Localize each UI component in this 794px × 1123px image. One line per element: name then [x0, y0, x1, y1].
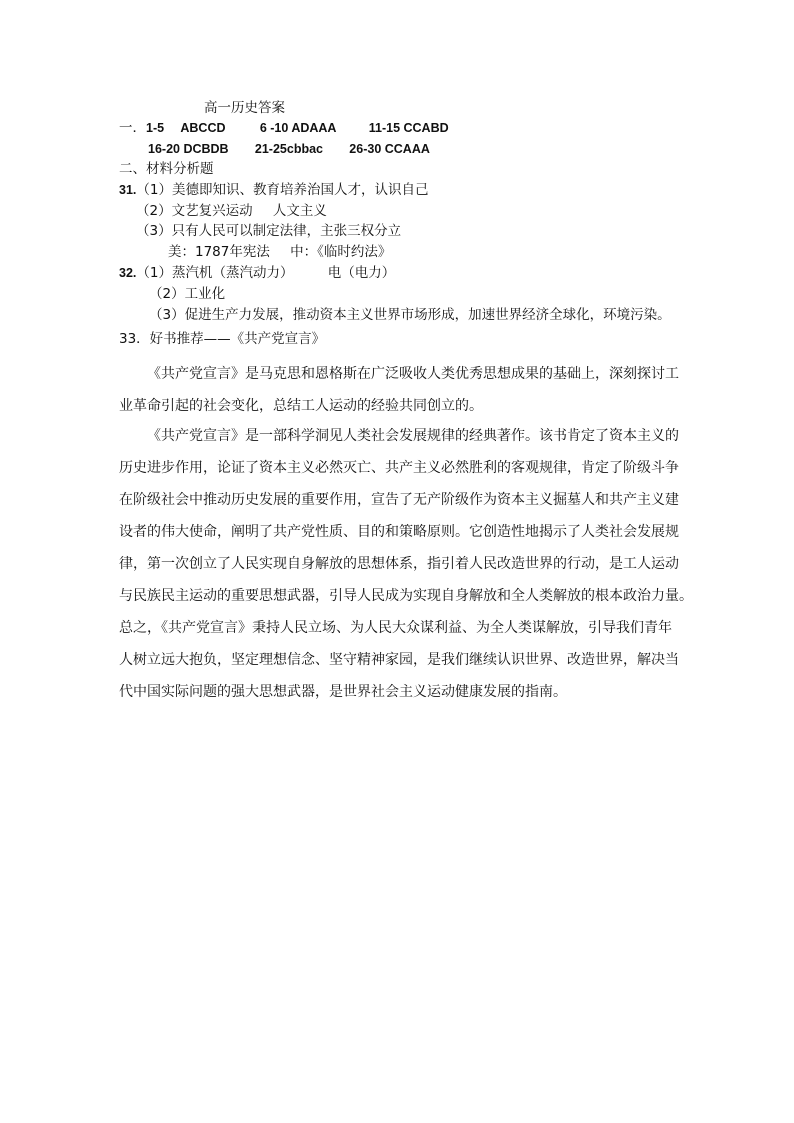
q33-paragraph-2 — [119, 420, 693, 708]
q31-text-1: （1）美德即知识、教育培养治国人才，认识自己 — [136, 182, 429, 198]
mc-answers-21-25: 21-25cbbac — [254, 142, 323, 156]
q33-p2-line: 与民族民主运动的重要思想武器，引导人民成为实现自身解放和全人类解放的根本政治力量。 — [119, 588, 693, 604]
mc-answers-6-10: 6 -10 ADAAA — [259, 121, 337, 135]
mc-answers-11-15: 11-15 CCABD — [368, 121, 449, 135]
q32-text-1b: 电（电力） — [327, 265, 396, 281]
q33-p1-line: 《共产党宣言》是马克思和恩格斯在广泛吸收人类优秀思想成果的基础上，深刻探讨工 — [147, 366, 679, 382]
q33-p2-line: 设者的伟大使命，阐明了共产党性质、目的和策略原则。它创造性地揭示了人类社会发展规 — [119, 524, 679, 540]
q31-answer-3-detail — [168, 242, 391, 262]
q31-answer-2 — [136, 201, 327, 221]
section-2-heading: 二、材料分析题 — [119, 161, 214, 177]
q32-answer-3: （3）促进生产力发展，推动资本主义世界市场形成，加速世界经济全球化，环境污染。 — [149, 307, 671, 323]
q33-p2-line: 在阶级社会中推动历史发展的重要作用，宣告了无产阶级作为资本主义掘墓人和共产主义建 — [119, 492, 679, 508]
q32-answer-2: （2）工业化 — [149, 286, 226, 302]
section-1-label: 一． — [119, 120, 146, 136]
q33-heading: 33．好书推荐——《共产党宣言》 — [119, 331, 326, 347]
q32-number: 32. — [119, 266, 137, 280]
q31-text-2a: （2）文艺复兴运动 — [136, 203, 253, 219]
q33-paragraph-1 — [119, 358, 679, 422]
q33-p2-line: 人树立远大抱负，坚定理想信念、坚守精神家园，是我们继续认识世界、改造世界，解决当 — [119, 652, 679, 668]
q31-number: 31. — [119, 183, 137, 197]
mc-answers-row-1 — [119, 118, 449, 138]
q31-answer-3: （3）只有人民可以制定法律，主张三权分立 — [136, 223, 402, 239]
q33-p2-line: 总之，《共产党宣言》秉持人民立场、为人民大众谋利益、为全人类谋解放，引导我们青年 — [119, 620, 672, 636]
page-title: 高一历史答案 — [204, 100, 285, 116]
q33-p2-line: 代中国实际问题的强大思想武器，是世界社会主义运动健康发展的指南。 — [119, 684, 567, 700]
q33-p2-line: 历史进步作用，论证了资本主义必然灭亡、共产主义必然胜利的客观规律，肯定了阶级斗争 — [119, 460, 679, 476]
q32-answer-1 — [119, 263, 395, 283]
q31-cn-provisional-law: 中：《临时约法》 — [290, 244, 392, 260]
q33-p1-line: 业革命引起的社会变化，总结工人运动的经验共同创立的。 — [119, 398, 483, 414]
mc-answers-26-30: 26-30 CCAAA — [349, 142, 430, 156]
q31-answer-1 — [119, 180, 428, 200]
mc-answers-row-2 — [148, 139, 430, 159]
q33-p2-line: 《共产党宣言》是一部科学洞见人类社会发展规律的经典著作。该书肯定了资本主义的 — [147, 428, 679, 444]
q31-us-constitution: 美：1787年宪法 — [168, 244, 270, 260]
q33-p2-line: 律，第一次创立了人民实现自身解放的思想体系，指引着人民改造世界的行动，是工人运动 — [119, 556, 679, 572]
q32-text-1a: （1）蒸汽机（蒸汽动力） — [136, 265, 294, 281]
mc-range-1-5: 1-5 — [146, 121, 165, 135]
q31-text-2b: 人文主义 — [272, 203, 327, 219]
mc-answers-16-20: 16-20 DCBDB — [148, 142, 229, 156]
mc-answers-1-5: ABCCD — [180, 121, 226, 135]
